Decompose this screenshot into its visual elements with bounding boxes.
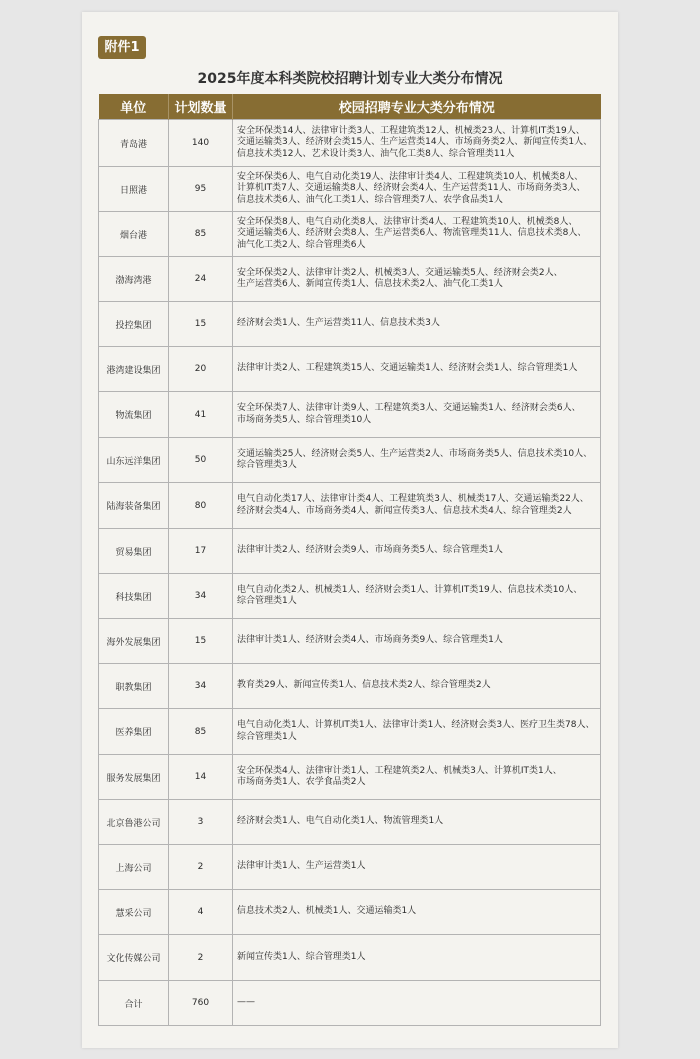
cell-detail	[233, 257, 601, 302]
cell-unit: 上海公司	[99, 845, 169, 890]
cell-detail	[233, 664, 601, 709]
detail-text: 电气自动化类1人、计算机IT类1人、法律审计类1人、经济财会类3人、医疗卫生类78人、 综合管理类1人	[237, 720, 595, 742]
cell-unit: 海外发展集团	[99, 619, 169, 664]
cell-count: 80	[169, 483, 233, 529]
cell-count: 3	[169, 800, 233, 845]
table-row	[99, 845, 601, 890]
cell-unit: 港湾建设集团	[99, 347, 169, 392]
table-row	[99, 800, 601, 845]
cell-count: 20	[169, 347, 233, 392]
cell-unit: 投控集团	[99, 302, 169, 347]
cell-count: 50	[169, 438, 233, 483]
cell-count: 15	[169, 302, 233, 347]
cell-unit: 烟台港	[99, 212, 169, 257]
cell-detail	[233, 890, 601, 935]
cell-count: 140	[169, 120, 233, 167]
table-row	[99, 302, 601, 347]
table-row	[99, 167, 601, 212]
header-distribution: 校园招聘专业大类分布情况	[233, 94, 601, 120]
detail-text: 安全环保类2人、法律审计类2人、机械类3人、交通运输类5人、经济财会类2人、 生产运营类6人、新闻宣传类1人、信息技术类2人、油气化工类1人	[237, 267, 563, 289]
cell-count: 4	[169, 890, 233, 935]
detail-text: 法律审计类1人、生产运营类1人	[237, 861, 366, 872]
detail-text: 法律审计类1人、经济财会类4人、市场商务类9人、综合管理类1人	[237, 635, 503, 646]
detail-text: 安全环保类8人、电气自动化类8人、法律审计类4人、工程建筑类10人、机械类8人、 交通运输类6人、经济财会类8人、生产运营类6人、物流管理类11人、信息技术类8人、 油气化工类2人、综合管理类6人	[237, 216, 587, 250]
cell-detail	[233, 935, 601, 981]
cell-unit: 服务发展集团	[99, 755, 169, 800]
document-title: 2025年度本科类院校招聘计划专业大类分布情况	[197, 71, 503, 87]
table-row	[99, 212, 601, 257]
cell-count: 24	[169, 257, 233, 302]
table-row	[99, 981, 601, 1026]
cell-count: 760	[169, 981, 233, 1026]
detail-text: 安全环保类14人、法律审计类3人、工程建筑类12人、机械类23人、计算机IT类19人、 交通运输类3人、经济财会类15人、生产运营类14人、市场商务类2人、新闻宣传类1人、 信息技术类12人、艺术设计类3人、油气化工类8人、综合管理类11人	[237, 125, 593, 159]
detail-text: 电气自动化类17人、法律审计类4人、工程建筑类3人、机械类17人、交通运输类22人、 经济财会类4人、市场商务类4人、新闻宣传类3人、信息技术类4人、综合管理类2人	[237, 494, 589, 516]
cell-detail	[233, 981, 601, 1026]
table-row	[99, 890, 601, 935]
cell-detail	[233, 755, 601, 800]
cell-count: 14	[169, 755, 233, 800]
table-row	[99, 483, 601, 529]
detail-text: 经济财会类1人、生产运营类11人、信息技术类3人	[237, 318, 440, 329]
header-count: 计划数量	[169, 94, 233, 120]
cell-count: 15	[169, 619, 233, 664]
table-row	[99, 709, 601, 755]
cell-unit: 贸易集团	[99, 529, 169, 574]
cell-count: 2	[169, 935, 233, 981]
detail-text: 电气自动化类2人、机械类1人、经济财会类1人、计算机IT类19人、信息技术类10人、 综合管理类1人	[237, 584, 583, 606]
cell-unit: 合计	[99, 981, 169, 1026]
header-unit: 单位	[99, 94, 169, 120]
cell-count: 85	[169, 709, 233, 755]
table-row	[99, 347, 601, 392]
detail-text: 法律审计类2人、经济财会类9人、市场商务类5人、综合管理类1人	[237, 545, 503, 556]
recruitment-table	[98, 94, 601, 1026]
cell-detail	[233, 529, 601, 574]
cell-unit: 物流集团	[99, 392, 169, 438]
cell-count: 85	[169, 212, 233, 257]
cell-detail	[233, 302, 601, 347]
table-row	[99, 755, 601, 800]
cell-count: 17	[169, 529, 233, 574]
cell-detail	[233, 483, 601, 529]
table-row	[99, 935, 601, 981]
detail-text: 新闻宣传类1人、综合管理类1人	[237, 951, 366, 962]
cell-unit: 陆海装备集团	[99, 483, 169, 529]
detail-text: 交通运输类25人、经济财会类5人、生产运营类2人、市场商务类5人、信息技术类10人、 综合管理类3人	[237, 448, 593, 470]
cell-detail	[233, 845, 601, 890]
cell-unit: 青岛港	[99, 120, 169, 167]
detail-text: 教育类29人、新闻宣传类1人、信息技术类2人、综合管理类2人	[237, 680, 491, 691]
cell-unit: 渤海湾港	[99, 257, 169, 302]
table-row	[99, 574, 601, 619]
cell-count: 2	[169, 845, 233, 890]
detail-text: 安全环保类6人、电气自动化类19人、法律审计类4人、工程建筑类10人、机械类8人、 计算机IT类7人、交通运输类8人、经济财会类4人、生产运营类11人、市场商务类3人、 信息技术类6人、油气化工类1人、综合管理类7人、农学食品类1人	[237, 171, 586, 205]
cell-unit: 医养集团	[99, 709, 169, 755]
table-row	[99, 257, 601, 302]
table-row	[99, 438, 601, 483]
detail-text: ——	[237, 997, 255, 1008]
table-row	[99, 529, 601, 574]
table-row	[99, 664, 601, 709]
cell-unit: 职教集团	[99, 664, 169, 709]
cell-unit: 慧采公司	[99, 890, 169, 935]
detail-text: 安全环保类4人、法律审计类1人、工程建筑类2人、机械类3人、计算机IT类1人、 市场商务类1人、农学食品类2人	[237, 765, 562, 787]
attachment-badge: 附件1	[98, 36, 146, 59]
table-row	[99, 619, 601, 664]
cell-unit: 科技集团	[99, 574, 169, 619]
cell-detail	[233, 800, 601, 845]
cell-detail	[233, 619, 601, 664]
cell-detail	[233, 212, 601, 257]
document-page	[82, 12, 618, 1048]
cell-count: 34	[169, 664, 233, 709]
cell-detail	[233, 709, 601, 755]
cell-detail	[233, 574, 601, 619]
detail-text: 安全环保类7人、法律审计类9人、工程建筑类3人、交通运输类1人、经济财会类6人、 市场商务类5人、综合管理类10人	[237, 403, 581, 425]
cell-unit: 文化传媒公司	[99, 935, 169, 981]
table-header-row	[99, 94, 601, 120]
cell-detail	[233, 438, 601, 483]
cell-unit: 日照港	[99, 167, 169, 212]
cell-count: 34	[169, 574, 233, 619]
detail-text: 经济财会类1人、电气自动化类1人、物流管理类1人	[237, 816, 444, 827]
cell-unit: 山东远洋集团	[99, 438, 169, 483]
cell-count: 95	[169, 167, 233, 212]
detail-text: 信息技术类2人、机械类1人、交通运输类1人	[237, 906, 417, 917]
cell-detail	[233, 120, 601, 167]
cell-unit: 北京鲁港公司	[99, 800, 169, 845]
cell-detail	[233, 392, 601, 438]
cell-detail	[233, 347, 601, 392]
table-row	[99, 120, 601, 167]
detail-text: 法律审计类2人、工程建筑类15人、交通运输类1人、经济财会类1人、综合管理类1人	[237, 363, 578, 374]
table-row	[99, 392, 601, 438]
cell-count: 41	[169, 392, 233, 438]
cell-detail	[233, 167, 601, 212]
